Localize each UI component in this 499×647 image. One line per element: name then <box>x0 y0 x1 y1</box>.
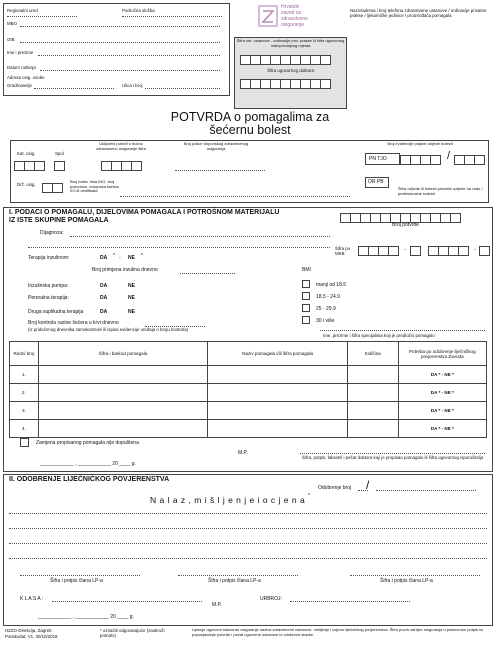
pump-ne[interactable]: NE <box>128 283 135 289</box>
mbo-field[interactable] <box>20 26 220 27</box>
replacement-checkbox[interactable] <box>20 438 29 447</box>
logo-line4: osiguranje <box>281 22 305 28</box>
col-header-quantity: Količina <box>347 342 398 366</box>
barcode-cell[interactable] <box>38 384 207 402</box>
quantity-cell[interactable] <box>347 402 398 420</box>
record-number-cells-1[interactable] <box>400 152 440 170</box>
diagnosis-field-2[interactable] <box>28 247 330 248</box>
mkb-dot-1: . <box>404 243 407 252</box>
insulin-therapy-label: Terapija inzulinom: <box>28 255 70 261</box>
row-number: 2. <box>10 384 39 402</box>
city-field[interactable] <box>34 88 114 89</box>
insulin-asterisk-2: * <box>141 253 143 259</box>
oral-da[interactable]: DA <box>100 295 108 301</box>
row-number: 1. <box>10 366 39 384</box>
opinion-line-2[interactable] <box>9 528 487 529</box>
other-therapy-label: Druga suplikatna terapija <box>28 309 84 315</box>
barcode-cell[interactable] <box>38 366 207 384</box>
coverage-basis-cells[interactable] <box>101 158 141 176</box>
diagnosis-field[interactable] <box>70 236 330 237</box>
approval-flag[interactable]: DA * - NE * <box>398 420 486 438</box>
insulin-ne[interactable]: NE <box>128 255 135 261</box>
city-label: Grad/naselje <box>7 83 32 88</box>
or-pb-label: OR PB <box>368 179 384 185</box>
bmi-option-3: 25 - 29.9 <box>316 306 336 312</box>
pn-tjo-label: PN TJO <box>369 156 387 162</box>
footer-note: Upisuje ugovorni stacionar osiguranje naziva zdravstvene ustanove, mišljenje i ocjenu liječničkog povjerenstva. Šifra povrh zahtjev osiguranja u poslovnom potpis uz popunjavanje potvrde i pečat ugovorne ustanove iz odobrene stavke. <box>192 627 484 637</box>
device-name-cell[interactable] <box>208 366 348 384</box>
branch-service-field[interactable] <box>122 16 222 17</box>
insulin-dash: - <box>119 255 121 261</box>
mkb-dot-2: . <box>474 243 477 252</box>
quantity-cell[interactable] <box>347 420 398 438</box>
cat-ins-cells[interactable] <box>14 158 44 176</box>
oib-field[interactable] <box>20 42 220 43</box>
bmi-option-1: manji od 18.5 <box>316 282 347 288</box>
approval-slash: / <box>366 478 370 492</box>
section1-heading-line2: IZ ISTE SKUPINE POMAGALA <box>9 217 109 224</box>
street-label: Ulica i broj <box>122 83 143 88</box>
name-field[interactable] <box>38 55 220 56</box>
pump-da[interactable]: DA <box>100 283 108 289</box>
logo-line3: zdravstveno <box>281 16 308 22</box>
class-field[interactable] <box>52 601 202 602</box>
birth-date-field[interactable] <box>40 70 220 71</box>
insulin-asterisk-1: * <box>113 253 115 259</box>
barcode-cell[interactable] <box>38 402 207 420</box>
approval-number-field-2[interactable] <box>376 490 476 491</box>
policy-number-field[interactable] <box>175 170 265 171</box>
insulin-doses-field[interactable] <box>180 273 235 274</box>
insulin-da[interactable]: DA <box>100 255 108 261</box>
mkb-cells-2[interactable] <box>410 243 420 261</box>
reg-number-field[interactable] <box>290 601 410 602</box>
bmi-checkbox-4[interactable] <box>302 316 310 324</box>
quantity-cell[interactable] <box>347 366 398 384</box>
address-label: Adresa osig. osobe <box>7 75 45 80</box>
reg-number-label: URBROJ: <box>260 596 282 602</box>
sex-cell[interactable] <box>54 158 64 176</box>
footer-form-code: Potiskvdat, V1, 30/10/2019 <box>5 634 58 639</box>
col-header-barcode: Šifra i barkod pomagala <box>38 342 207 366</box>
opinion-line-3[interactable] <box>9 543 487 544</box>
mkb-cells-3[interactable] <box>428 243 468 261</box>
bmi-checkbox-2[interactable] <box>302 292 310 300</box>
country-cells[interactable] <box>42 180 62 198</box>
opinion-asterisk: * <box>308 493 310 499</box>
section1-mp: M.P. <box>238 450 248 456</box>
approval-number-label: Odobrenje broj <box>318 485 352 491</box>
provider-label: Naziv/adresa i broj telefona zdravstvene ustanove / ordinacije privatne prakse / ljekarničke jedinice / proizvođača pomagala <box>350 8 487 19</box>
name-label: Ime i prezime <box>7 50 34 55</box>
insulin-doses-label: Broj primjena inzulina dnevno <box>92 267 158 273</box>
mkb-label: Šifra po MKB <box>335 246 351 256</box>
logo-line2: zavod za <box>281 10 302 16</box>
bmi-checkbox-3[interactable] <box>302 304 310 312</box>
col-header-device-name: Naziv pomagala i/ili šifra pomagala <box>208 342 348 366</box>
recognized-code-label: Šifra ozljede ili bolesti priznate ozljede na radu / profesionalne bolesti <box>398 186 483 196</box>
lp-sign-2-label: Šifra i potpis člana LP-a <box>208 578 261 584</box>
section1-date-place[interactable]: ____________ , ____________ 20 ____ g. <box>40 461 136 467</box>
section2-mp: M.P. <box>212 602 222 608</box>
mkb-cells-1[interactable] <box>358 243 398 261</box>
contract-doctor-cells[interactable] <box>240 76 330 94</box>
diagnosis-label: Dijagnoza: <box>40 230 64 236</box>
hzzo-logo-icon <box>257 4 279 28</box>
barcode-cell[interactable] <box>38 420 207 438</box>
insulin-pump-label: Inzulinska pumpa: <box>28 283 69 289</box>
prescriber-sign-field[interactable] <box>300 453 485 454</box>
row-number: 3. <box>10 402 39 420</box>
institution-code-label: Šifra zdr. ustanove - ordinacije priv. prakse ili šifra ugovornog maloprodajnog mjesta <box>236 38 345 48</box>
specialist-field[interactable] <box>320 330 485 331</box>
replacement-label: Zamjena propisanog pomagala nije dopuštena <box>36 440 139 446</box>
bmi-label: BMI <box>302 267 311 273</box>
row-number: 4. <box>10 420 39 438</box>
col-header-number: Redni broj <box>10 342 39 366</box>
regional-office-label: Regionalni ured <box>7 8 38 13</box>
contract-doctor-label: Šifra ugovornog doktora <box>267 68 314 73</box>
approval-flag[interactable]: DA * - NE * <box>398 384 486 402</box>
table-row[interactable] <box>10 384 487 402</box>
branch-service-label: Područna služba <box>122 8 155 13</box>
passport-field[interactable] <box>120 196 350 197</box>
passport-note-label: Broj boles. lista INO, broj putovnice, europska kartica ZO ili certifikata <box>70 179 119 194</box>
device-name-cell[interactable] <box>208 384 348 402</box>
logo-line1: Hrvatski <box>281 4 300 10</box>
lp-sign-1-label: Šifra i potpis člana LP-a <box>50 578 103 584</box>
opinion-line-4[interactable] <box>9 558 487 559</box>
mkb-cells-4[interactable] <box>479 243 489 261</box>
coverage-basis-label: Uključeni potvrđ o bučno zdravstveno osiguranje šifra <box>96 141 146 151</box>
hzzo-logo <box>257 4 327 34</box>
table-row[interactable] <box>10 420 487 438</box>
street-field[interactable] <box>145 88 220 89</box>
bmi-option-4: 30 i više <box>316 318 335 324</box>
other-ne[interactable]: NE <box>128 309 135 315</box>
lp-sign-2-field[interactable] <box>178 575 298 576</box>
policy-number-label: Broj police dopunskog zdravstvenog osiguranja <box>183 141 249 151</box>
sex-label: Spol <box>55 151 64 156</box>
lp-sign-3-label: Šifra i potpis člana LP-a <box>380 578 433 584</box>
bmi-option-2: 18.5 - 24.9 <box>316 294 340 300</box>
devices-table <box>9 341 487 438</box>
oral-therapy-label: Peroralna terapija: <box>28 295 69 301</box>
opinion-heading: N a l a z , m i š l j e n j e i o c j e n a <box>150 495 306 505</box>
birth-date-label: Datum rođenja <box>7 65 36 70</box>
mbo-label: MBO <box>7 21 18 26</box>
device-name-cell[interactable] <box>208 402 348 420</box>
opinion-line-1[interactable] <box>9 513 487 514</box>
record-number-cells-2[interactable] <box>454 152 484 170</box>
other-da[interactable]: DA <box>100 309 108 315</box>
section1-heading-line1: I. PODACI O POMAGALU, DIJELOVIMA POMAGALA I POTROŠNOM MATERIJALU <box>9 209 280 216</box>
section2-date-place[interactable]: ____________ , ____________ 20 ____ g. <box>38 614 134 620</box>
quantity-cell[interactable] <box>347 384 398 402</box>
regional-office-field[interactable] <box>7 16 77 17</box>
bmi-checkbox-1[interactable] <box>302 280 310 288</box>
glucose-control-label: Broj kontrola razine šećera u krvi dnevno <box>28 320 119 326</box>
record-slash: / <box>447 150 451 162</box>
cat-ins-label: Kat. osig. <box>17 151 36 156</box>
footer-legend: * označiti odgovarajuće (zaokruži pomalo) <box>100 628 165 638</box>
footer-org: HZZO-Direkcija, Zagreb <box>5 628 52 633</box>
oib-label: OIB <box>7 37 15 42</box>
lp-sign-3-field[interactable] <box>350 575 480 576</box>
specialist-label: Ime, prezime i šifra specijalista koji je predložio pomagalo <box>323 333 435 338</box>
lp-sign-1-field[interactable] <box>20 575 140 576</box>
prescriber-sign-label: Šifra, potpis, faksimil i pečat doktora koji je propisao pomagalo ili šifra ugovornog isporučitelja <box>302 455 484 460</box>
document-title-line1: POTVRDA o pomagalima za <box>170 110 330 124</box>
oral-ne[interactable]: NE <box>128 295 135 301</box>
table-row[interactable] <box>10 366 487 384</box>
col-header-approval: Potreba po odobrenje liječničkog povjerenstva Zavoda <box>398 342 486 366</box>
record-number-label: Broj evidencije prijave ozljede bolesti <box>387 141 453 146</box>
device-name-cell[interactable] <box>208 420 348 438</box>
class-label: K L A S A : <box>20 596 44 602</box>
document-title-line2: šećernu bolest <box>209 123 291 137</box>
country-label: Drž. osig. <box>17 182 36 187</box>
table-row[interactable] <box>10 402 487 420</box>
approval-flag[interactable]: DA * - NE * <box>398 402 486 420</box>
section2-heading: II. ODOBRENJE LIJEČNIČKOG POVJERENSTVA <box>9 476 170 483</box>
glucose-note: (iz pridočenog dnevnika samokontrole ili ispisa evidencije uređaja o broju kontrola) <box>28 327 189 332</box>
approval-flag[interactable]: DA * - NE * <box>398 366 486 384</box>
certificate-number-label: Broj potvrde <box>392 222 419 228</box>
